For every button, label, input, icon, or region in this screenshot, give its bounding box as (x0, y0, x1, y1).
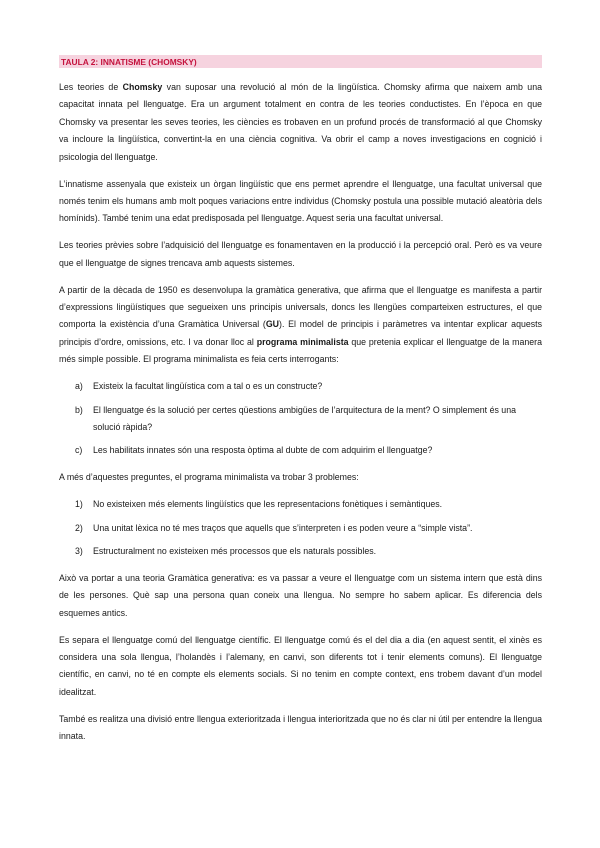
paragraph-chomsky-revolution: Les teories de Chomsky van suposar una revolució al món de la lingüística. Chomsky afirma que naixem amb una capacitat innata pel llenguatge. Era un argument totalment en contra de les teories conductistes. En l’època en que Chomsky va presentar les seves teories, les ciències es trobaven en un profund procés de transformació al que Chomsky va incloure la lingüística, convertint-la en una ciència cognitiva. Va obrir el camp a noves investigacions en cognició i psicologia del llenguatge. (59, 82, 542, 162)
list-marker: a) (75, 381, 83, 392)
bold-term-minimalist-program: programa minimalista (256, 336, 349, 347)
questions-list (59, 378, 542, 460)
list-item: b) El llenguatge és la solució per certes qüestions ambigües de l’arquitectura de la ment? O simplement és una solució ràpida? (59, 402, 542, 437)
section-heading: TAULA 2: INNATISME (CHOMSKY) (59, 55, 542, 68)
list-marker: 2) (75, 522, 83, 533)
bold-term-gu: GU (265, 319, 280, 330)
list-item: 1) No existeixen més elements lingüístics que les representacions fonètiques i semàntiques. (59, 496, 542, 513)
list-item: a) Existeix la facultat lingüística com a tal o es un constructe? (59, 378, 542, 395)
list-marker: 3) (75, 545, 83, 556)
paragraph-externalized-internalized: També es realitza una divisió entre llengua exterioritzada i llengua interioritzada que no és clar ni útil per entendre la llengua innata. (59, 713, 542, 742)
paragraph-previous-theories: Les teories prèvies sobre l’adquisició del llenguatge es fonamentaven en la producció i la percepció oral. Però es va veure que el llenguatge de signes trencava amb aquests sistemes. (59, 240, 542, 268)
paragraph-common-vs-scientific: Es separa el llenguatge comú del llenguatge científic. El llenguatge comú és el del dia a dia (en aquest sentit, el xinès es considera una sola llengua, l’holandès i l’alemany, en canvi, son diferents tot i tenir elements comuns). El llenguatge científic, en canvi, no té en compte els elements socials. Si no tenim en compte context, ens trobem davant d’un model idealitzat. (59, 634, 542, 697)
list-item: c) Les habilitats innates són una resposta òptima al dubte de com adquirim el llenguatge? (59, 442, 542, 459)
list-marker: b) (75, 404, 83, 415)
list-marker: c) (75, 445, 83, 456)
list-item: 2) Una unitat lèxica no té mes traços que aquells que s’interpreten i es poden veure a “simple vista”. (59, 520, 542, 537)
paragraph-problems-intro: A més d’aquestes preguntes, el programa minimalista va trobar 3 problemes: (59, 472, 359, 483)
paragraph-generative-grammar: A partir de la dècada de 1950 es desenvolupa la gramàtica generativa, que afirma que el llenguatge es manifesta a partir d’expressions lingüístiques que segueixen uns principis universals, doncs les llengües comparteixen estructures, el que comporta la existència d’una Gramàtica Universal (GU). El model de principis i paràmetres va intentar explicar aquests principis d’ordre, omissions, etc. I va donar lloc al programa minimalista que pretenia explicar el llenguatge de la manera més simple possible. El programa minimalista es feia certs interrogants: (59, 284, 542, 365)
problems-list (59, 496, 542, 560)
list-item: 3) Estructuralment no existeixen més processos que els naturals possibles. (59, 543, 542, 560)
list-marker: 1) (75, 499, 83, 510)
document-page (59, 55, 542, 755)
bold-term-chomsky: Chomsky (122, 82, 163, 92)
paragraph-generative-theory: Això va portar a una teoria Gramàtica generativa: es va passar a veure el llenguatge com un sistema intern que està dins de les persones. Què sap una persona quan coneix una llengua. No sempre ho sabem aplicar. Es diferencia dels esquemes antics. (59, 572, 542, 618)
paragraph-innatism: L’innatisme assenyala que existeix un òrgan lingüístic que ens permet aprendre el llenguatge, una facultat universal que només tenim els humans amb molt poques variacions entre individus (Chomsky postula una possible mutació aleatòria dels homínids). També tenim una edat predisposada pel llenguatge. Aquest seria una facultat universal. (59, 178, 542, 224)
